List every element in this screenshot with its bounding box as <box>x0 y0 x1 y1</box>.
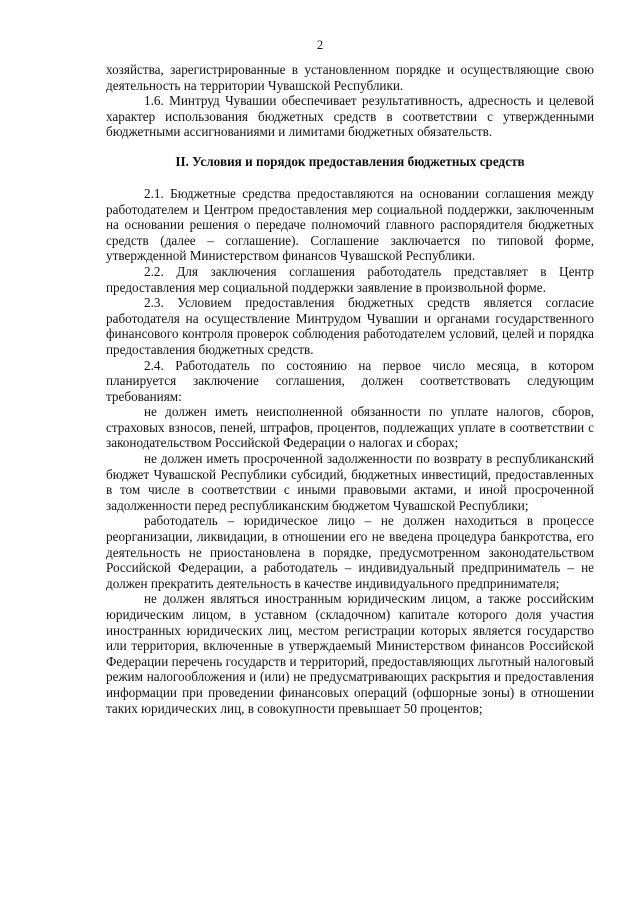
document-body <box>106 62 594 716</box>
requirement-taxes: не должен иметь неисполненной обязанности по уплате налогов, сборов, страховых взносов, пеней, штрафов, процентов, подлежащих уплате в соответствии с законодательством Российской Федерации о налогах и сборах; <box>106 404 594 451</box>
section-heading: II. Условия и порядок предоставления бюджетных средств <box>175 153 525 169</box>
paragraph-2-3: 2.3. Условием предоставления бюджетных средств является согласие работодателя на осуществление Минтрудом Чувашии и органами государственного финансового контроля проверок соблюдения работодателем условий, целей и порядка предоставления бюджетных средств. <box>106 295 594 357</box>
paragraph-2-4: 2.4. Работодатель по состоянию на первое число месяца, в котором планируется заключение соглашения, должен соответствовать следующим требованиям: <box>106 357 594 404</box>
requirement-foreign-entity: не должен являться иностранным юридическим лицом, а также российским юридическим лицом, в уставном (складочном) капитале которого доля участия иностранных юридических лиц, местом регистрации которых является государство или территория, включенные в утверждаемый Министерством финансов Российской Федерации перечень государств и территорий, предоставляющих льготный налоговый режим налогообложения и (или) не предусматривающих раскрытия и предоставления информации при проведении финансовых операций (офшорные зоны) в отношении таких юридических лиц, в совокупности превышает 50 процентов; <box>106 591 594 716</box>
page-number: 2 <box>316 38 324 52</box>
paragraph-2-1: 2.1. Бюджетные средства предоставляются на основании соглашения между работодателем и Центром предоставления мер социальной поддержки, заключенным на основании решения о передаче полномочий главного распорядителя бюджетных средств (далее – соглашение). Соглашение заключается по типовой форме, утвержденной Министерством финансов Чувашской Республики. <box>106 185 594 264</box>
requirement-overdue-debt: не должен иметь просроченной задолженности по возврату в республиканский бюджет Чувашской Республики субсидий, бюджетных инвестиций, предоставленных в том числе в соответствии с иными правовыми актами, и иной просроченной задолженности перед республиканским бюджетом Чувашской Республики; <box>106 451 594 513</box>
paragraph-1-6: 1.6. Минтруд Чувашии обеспечивает результативность, адресность и целевой характер использования бюджетных средств в соответствии с утвержденными бюджетными ассигнованиями и лимитами бюджетных обязательств. <box>106 93 594 140</box>
requirement-reorganization: работодатель – юридическое лицо – не должен находиться в процессе реорганизации, ликвидации, в отношении его не введена процедура банкротства, его деятельность не приостановлена в порядке, предусмотренном законодательством Российской Федерации, а работодатель – индивидуальный предприниматель – не должен прекратить деятельность в качестве индивидуального предпринимателя; <box>106 513 594 591</box>
paragraph-2-2: 2.2. Для заключения соглашения работодатель представляет в Центр предоставления мер социальной поддержки заявление в произвольной форме. <box>106 263 594 295</box>
paragraph-continuation: хозяйства, зарегистрированные в установленном порядке и осуществляющие свою деятельность на территории Чувашской Республики. <box>106 62 594 93</box>
